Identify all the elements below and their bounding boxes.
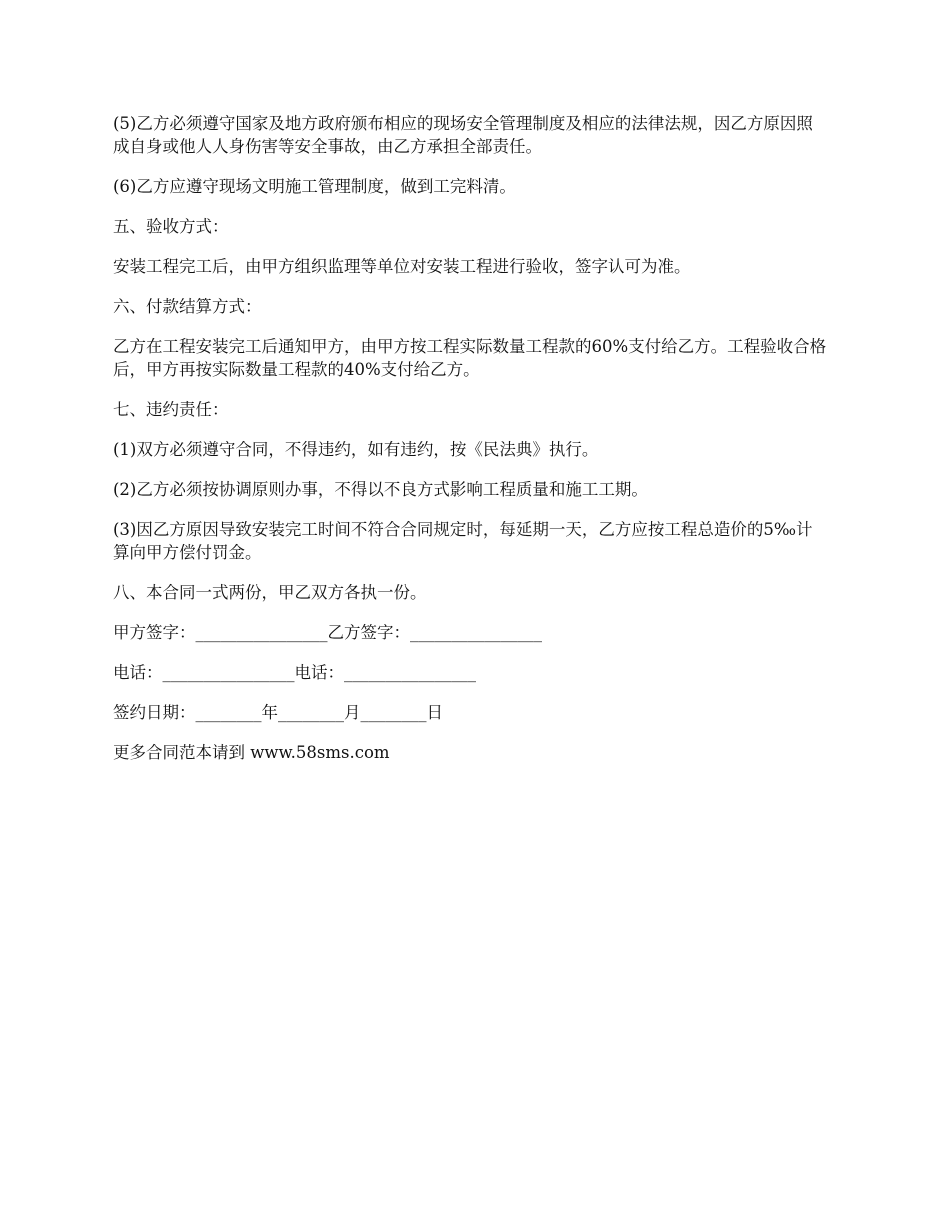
section-heading-liability: 七、违约责任： <box>113 400 229 419</box>
section-heading-acceptance: 五、验收方式： <box>113 217 229 236</box>
phone-line: 电话：________________电话：________________ <box>113 663 476 682</box>
liability-clause-1: (1)双方必须遵守合同，不得违约，如有违约，按《民法典》执行。 <box>113 440 599 459</box>
section-copies: 八、本合同一式两份，甲乙双方各执一份。 <box>113 583 427 602</box>
acceptance-text: 安装工程完工后，由甲方组织监理等单位对安装工程进行验收，签字认可为准。 <box>113 257 691 276</box>
section-heading-payment: 六、付款结算方式： <box>113 297 262 316</box>
payment-text: 乙方在工程安装完工后通知甲方，由甲方按工程实际数量工程款的60%支付给乙方。工程验收合格后，甲方再按实际数量工程款的40%支付给乙方。 <box>113 337 827 379</box>
footer-line: 更多合同范本请到 www.58sms.com <box>113 743 390 762</box>
signature-line: 甲方签字：________________乙方签字：________________ <box>113 623 542 642</box>
liability-clause-3: (3)因乙方原因导致安装完工时间不符合合同规定时，每延期一天，乙方应按工程总造价的5‰计算向甲方偿付罚金。 <box>113 520 813 562</box>
document-body <box>113 112 828 781</box>
date-line: 签约日期：________年________月________日 <box>113 703 443 722</box>
clause-5-safety: (5)乙方必须遵守国家及地方政府颁布相应的现场安全管理制度及相应的法律法规，因乙方原因照成自身或他人人身伤害等安全事故，由乙方承担全部责任。 <box>113 114 813 156</box>
liability-clause-2: (2)乙方必须按协调原则办事，不得以不良方式影响工程质量和施工工期。 <box>113 480 648 499</box>
clause-6-civilized-construction: (6)乙方应遵守现场文明施工管理制度，做到工完料清。 <box>113 177 516 196</box>
